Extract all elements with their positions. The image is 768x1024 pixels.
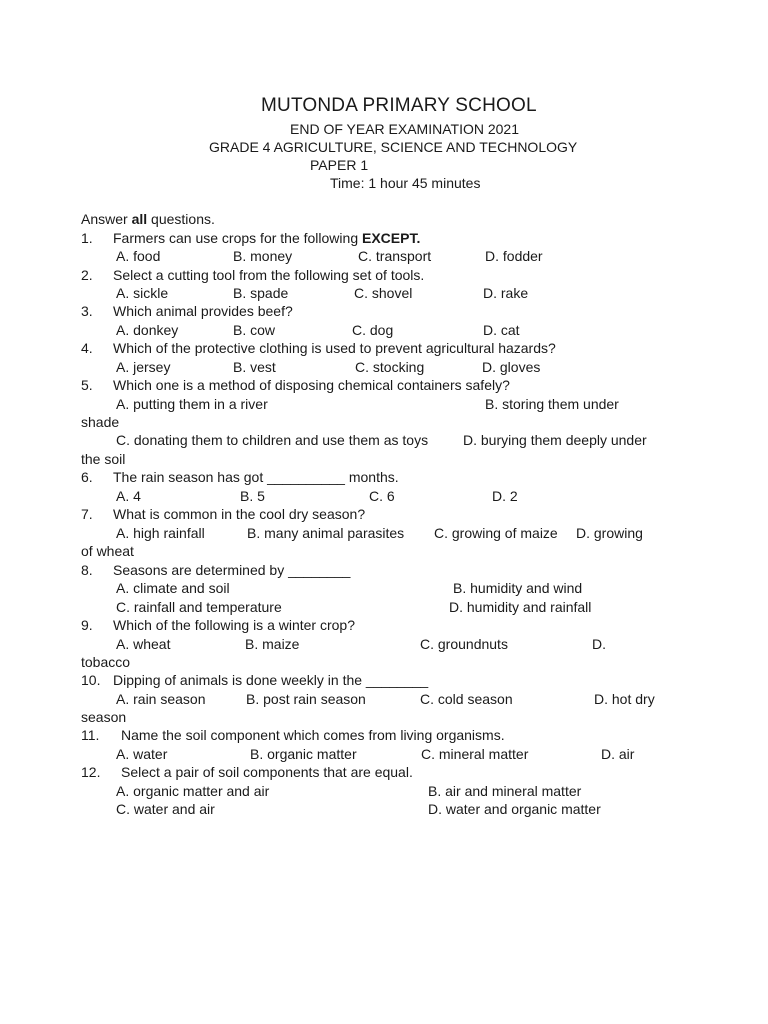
option-a: A. water xyxy=(116,746,168,762)
question-number: 11. xyxy=(81,727,100,743)
option-c: C. transport xyxy=(358,248,432,264)
option-a: A. donkey xyxy=(116,322,179,338)
option-a: A. climate and soil xyxy=(116,580,230,596)
option-b: B. vest xyxy=(233,359,276,375)
question-text: Which of the following is a winter crop? xyxy=(113,617,355,633)
option-d: D. water and organic matter xyxy=(428,801,601,817)
option-d-continuation: season xyxy=(81,709,127,725)
question-text xyxy=(113,230,420,246)
option-c: C. donating them to children and use them as toys xyxy=(116,432,429,448)
instructions-emphasis: all xyxy=(131,211,148,227)
option-d: D. growing xyxy=(576,525,643,541)
option-c: C. stocking xyxy=(355,359,425,375)
question-text: Seasons are determined by ________ xyxy=(113,562,351,578)
option-d: D. 2 xyxy=(492,488,518,504)
option-c: C. rainfall and temperature xyxy=(116,599,282,615)
option-d: D. burying them deeply under xyxy=(463,432,647,448)
question-number: 1. xyxy=(81,230,93,246)
question-number: 7. xyxy=(81,506,93,522)
question-text: Select a pair of soil components that are equal. xyxy=(121,764,413,780)
option-a: A. wheat xyxy=(116,636,171,652)
question-emphasis: EXCEPT. xyxy=(362,230,421,246)
option-b-continuation: shade xyxy=(81,414,120,430)
question-number: 5. xyxy=(81,377,93,393)
option-d: D. cat xyxy=(483,322,520,338)
option-a: A. high rainfall xyxy=(116,525,205,541)
option-b: B. humidity and wind xyxy=(453,580,583,596)
question-number: 12. xyxy=(81,764,101,780)
instructions xyxy=(81,211,215,227)
exam-title: END OF YEAR EXAMINATION 2021 xyxy=(290,121,519,137)
instructions-suffix: questions. xyxy=(147,211,215,227)
question-text: Which one is a method of disposing chemical containers safely? xyxy=(113,377,510,393)
option-d: D. hot dry xyxy=(594,691,655,707)
option-d: D. fodder xyxy=(485,248,543,264)
exam-duration: Time: 1 hour 45 minutes xyxy=(330,175,481,191)
option-b: B. money xyxy=(233,248,293,264)
question-text: The rain season has got __________ months. xyxy=(113,469,399,485)
option-c: C. dog xyxy=(352,322,394,338)
instructions-prefix: Answer xyxy=(81,211,132,227)
option-a: A. putting them in a river xyxy=(116,396,268,412)
option-c: C. 6 xyxy=(369,488,395,504)
option-a: A. 4 xyxy=(116,488,141,504)
option-c: C. growing of maize xyxy=(434,525,558,541)
question-number: 3. xyxy=(81,303,93,319)
question-text: What is common in the cool dry season? xyxy=(113,506,366,522)
option-b: B. air and mineral matter xyxy=(428,783,582,799)
option-b: B. spade xyxy=(233,285,289,301)
option-a: A. food xyxy=(116,248,161,264)
option-b: B. post rain season xyxy=(246,691,366,707)
option-b: B. many animal parasites xyxy=(247,525,405,541)
option-c: C. mineral matter xyxy=(421,746,529,762)
question-number: 2. xyxy=(81,267,93,283)
option-d-continuation: tobacco xyxy=(81,654,131,670)
subject-title: GRADE 4 AGRICULTURE, SCIENCE AND TECHNOLOGY xyxy=(209,139,578,155)
option-b: B. storing them under xyxy=(485,396,619,412)
option-a: A. rain season xyxy=(116,691,206,707)
option-c: C. groundnuts xyxy=(420,636,508,652)
question-text: Which of the protective clothing is used to prevent agricultural hazards? xyxy=(113,340,556,356)
option-d: D. xyxy=(592,636,606,652)
question-number: 8. xyxy=(81,562,93,578)
option-b: B. organic matter xyxy=(250,746,357,762)
question-number: 10. xyxy=(81,672,101,688)
question-number: 6. xyxy=(81,469,93,485)
paper-number: PAPER 1 xyxy=(310,157,369,173)
question-text: Name the soil component which comes from living organisms. xyxy=(121,727,505,743)
option-a: A. sickle xyxy=(116,285,169,301)
option-d: D. air xyxy=(601,746,635,762)
option-a: A. organic matter and air xyxy=(116,783,270,799)
option-d: D. humidity and rainfall xyxy=(449,599,592,615)
question-text: Select a cutting tool from the following set of tools. xyxy=(113,267,425,283)
question-text: Which animal provides beef? xyxy=(113,303,293,319)
question-number: 4. xyxy=(81,340,93,356)
question-number: 9. xyxy=(81,617,93,633)
option-b: B. 5 xyxy=(240,488,265,504)
option-c: C. water and air xyxy=(116,801,215,817)
option-c: C. cold season xyxy=(420,691,513,707)
school-name: MUTONDA PRIMARY SCHOOL xyxy=(261,95,537,116)
option-b: B. maize xyxy=(245,636,300,652)
option-d: D. gloves xyxy=(482,359,541,375)
option-c: C. shovel xyxy=(354,285,413,301)
question-text-body: Farmers can use crops for the following xyxy=(113,230,362,246)
option-d-continuation: of wheat xyxy=(81,543,134,559)
option-a: A. jersey xyxy=(116,359,171,375)
question-text: Dipping of animals is done weekly in the ________ xyxy=(113,672,429,688)
option-b: B. cow xyxy=(233,322,276,338)
option-d-continuation: the soil xyxy=(81,451,126,467)
option-d: D. rake xyxy=(483,285,529,301)
